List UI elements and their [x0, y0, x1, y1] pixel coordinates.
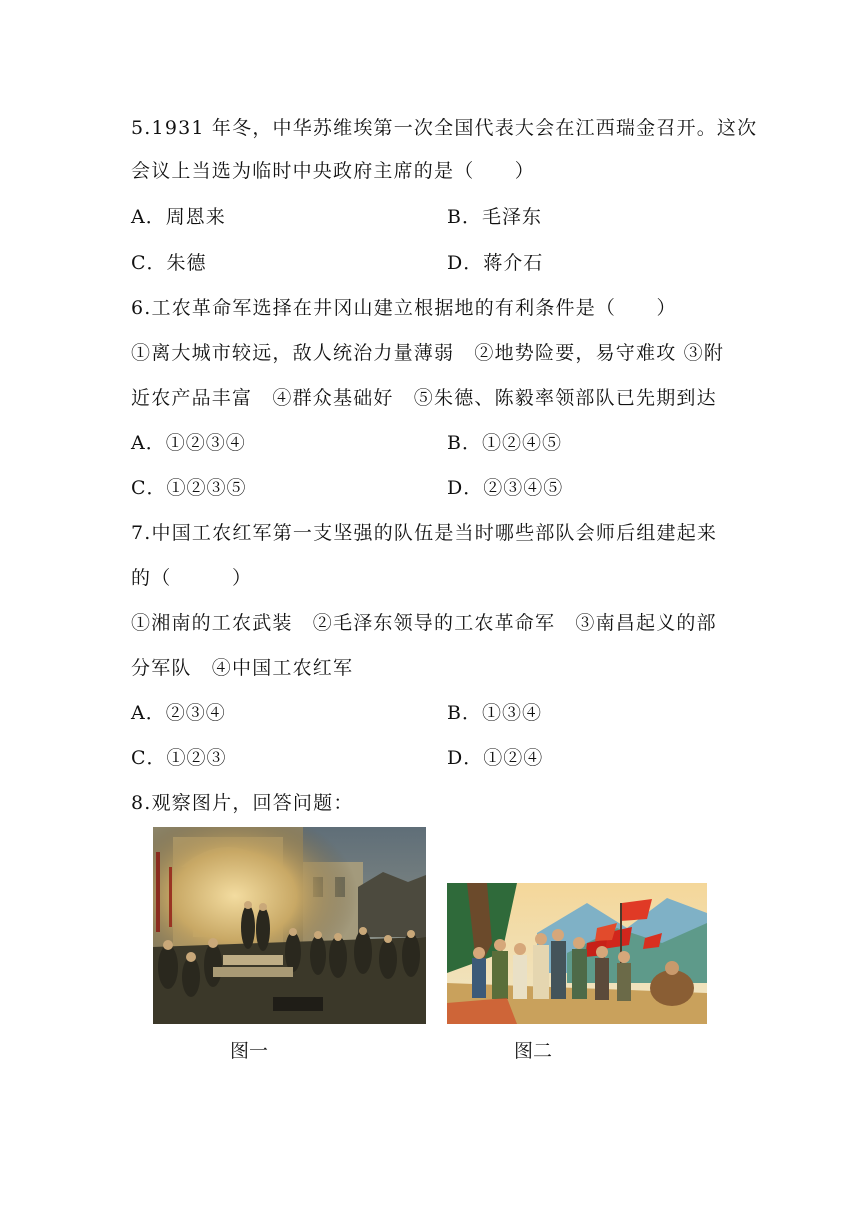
q6-stem-line1: 6.工农革命军选择在井冈山建立根据地的有利条件是（ ） — [131, 297, 677, 319]
q6-stem-line2: ①离大城市较远，敌人统治力量薄弱 ②地势险要，易守难攻 ③附 — [131, 342, 725, 364]
q5-option-d: D．蒋介石 — [447, 252, 544, 274]
figure-two-image — [447, 883, 707, 1024]
q6-option-b: B．①②④⑤ — [447, 432, 562, 454]
q6-option-c: C．①②③⑤ — [131, 477, 247, 499]
figure-two-painting — [447, 883, 707, 1024]
q7-option-d: D．①②④ — [447, 747, 544, 769]
figure-two-caption: 图二 — [514, 1040, 553, 1062]
figure-one-caption: 图一 — [230, 1040, 269, 1062]
q7-stem-line4: 分军队 ④中国工农红军 — [131, 657, 354, 679]
q7-stem-line3: ①湘南的工农武装 ②毛泽东领导的工农革命军 ③南昌起义的部 — [131, 612, 717, 634]
figure-one-image — [153, 827, 426, 1024]
figure-one-painting — [153, 827, 426, 1024]
q6-option-a: A．①②③④ — [131, 432, 246, 454]
q5-option-a: A．周恩来 — [131, 206, 226, 228]
q5-stem-line1: 5.1931 年冬，中华苏维埃第一次全国代表大会在江西瑞金召开。这次 — [131, 117, 758, 139]
q7-option-b: B．①③④ — [447, 702, 542, 724]
q6-stem-line3: 近农产品丰富 ④群众基础好 ⑤朱德、陈毅率领部队已先期到达 — [131, 387, 717, 409]
q7-stem-line2: 的（ ） — [131, 567, 253, 589]
q7-option-a: A．②③④ — [131, 702, 226, 724]
q5-option-b: B．毛泽东 — [447, 206, 542, 228]
q6-option-d: D．②③④⑤ — [447, 477, 564, 499]
q7-option-c: C．①②③ — [131, 747, 227, 769]
q5-option-c: C．朱德 — [131, 252, 207, 274]
q8-stem-line1: 8.观察图片，回答问题： — [131, 792, 354, 814]
q7-stem-line1: 7.中国工农红军第一支坚强的队伍是当时哪些部队会师后组建起来 — [131, 522, 718, 544]
q5-stem-line2: 会议上当选为临时中央政府主席的是（ ） — [131, 160, 536, 182]
